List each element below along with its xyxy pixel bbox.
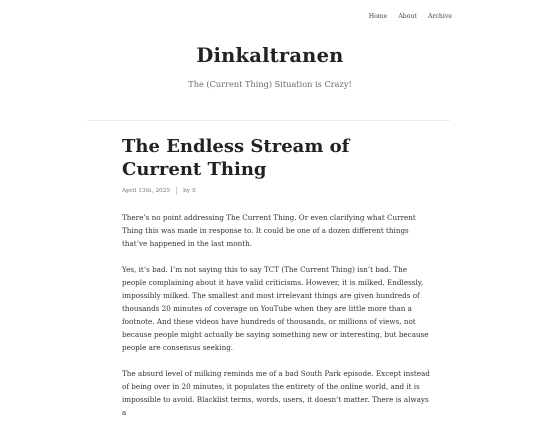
post-paragraph: The absurd level of milking reminds me of a bad South Park episode. Except instead of being over in 20 minutes, it populates the entirety of the online world, and it is impossible to avoid. Blacklist terms, words, users, it doesn’t matter. There is always a: [122, 369, 430, 417]
site-tagline: The (Current Thing) Situation is Crazy!: [188, 79, 352, 89]
post-paragraph: Yes, it’s bad. I’m not saying this to say TCT (The Current Thing) isn’t bad. The people complaining about it have valid criticisms. However, it is milked. Endlessly, impossibly milked. The smallest and most irrelevant things are given hundreds of thousands 20 minutes of coverage on YouTube when they are little more than a footnote. And these videos have hundreds of thousands, or millions of views, not because people might actually be saying something new or interesting, but because people are consensus seeking.: [122, 265, 429, 352]
post-body: [122, 211, 432, 419]
blog-post: [122, 135, 432, 432]
author-prefix: by: [183, 188, 191, 194]
nav-link-home[interactable]: Home: [368, 13, 388, 20]
meta-separator: [176, 187, 177, 195]
post-title[interactable]: The Endless Stream of Current Thing: [122, 136, 350, 180]
nav-link-about[interactable]: About: [398, 13, 417, 20]
top-navigation: [369, 13, 452, 20]
header-divider: [87, 120, 450, 121]
nav-link-archive[interactable]: Archive: [427, 13, 452, 20]
post-author-link[interactable]: E: [191, 188, 197, 194]
site-title[interactable]: Dinkaltranen: [196, 44, 344, 67]
post-meta: [122, 187, 432, 195]
post-date: April 13th, 2025: [122, 188, 171, 194]
post-paragraph: There’s no point addressing The Current Thing. Or even clarifying what Current Thing this was made in response to. It could be one of a dozen different things that’ve happened in the last month.: [122, 213, 416, 248]
